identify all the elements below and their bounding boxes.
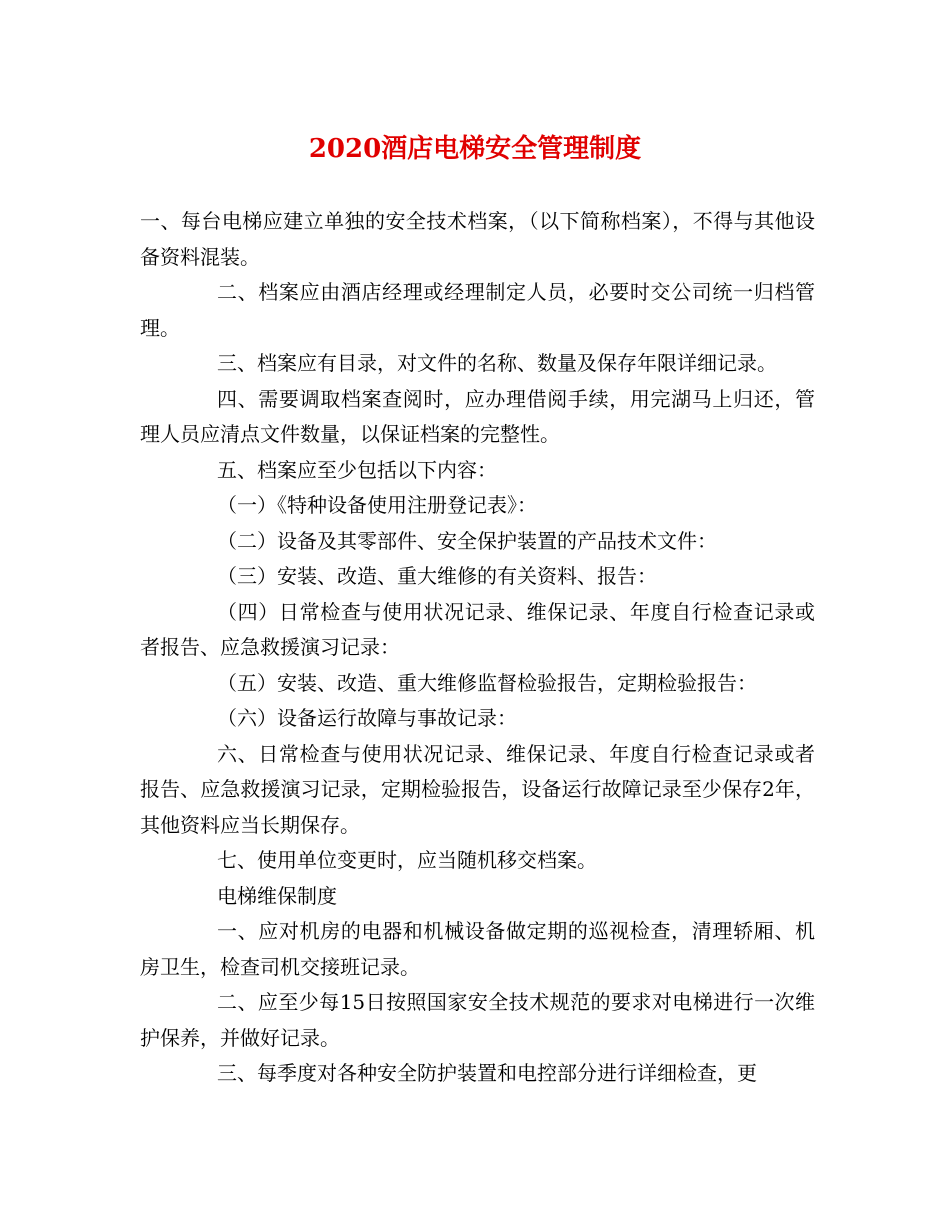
paragraph: 二、应至少每15日按照国家安全技术规范的要求对电梯进行一次维护保养，并做好记录。 <box>140 990 815 1050</box>
paragraph: （三）安装、改造、重大维修的有关资料、报告： <box>217 564 657 588</box>
paragraph: 五、档案应至少包括以下内容： <box>217 457 497 482</box>
paragraph: 二、档案应由酒店经理或经理制定人员，必要时交公司统一归档管理。 <box>140 280 815 340</box>
paragraph: （六）设备运行故障与事故记录： <box>217 706 517 730</box>
paragraph: 四、需要调取档案查阅时，应办理借阅手续，用完湖马上归还，管理人员应清点文件数量，以保证档案的完整性。 <box>140 386 815 446</box>
paragraph: 一、应对机房的电器和机械设备做定期的巡视检查，清理轿厢、机房卫生，检查司机交接班记录。 <box>140 919 815 979</box>
paragraph: 三、档案应有目录，对文件的名称、数量及保存年限详细记录。 <box>217 351 777 375</box>
paragraph: （四）日常检查与使用状况记录、维保记录、年度自行检查记录或者报告、应急救援演习记录： <box>140 599 815 659</box>
paragraph: 七、使用单位变更时，应当随机移交档案。 <box>217 848 597 872</box>
paragraph: 六、日常检查与使用状况记录、维保记录、年度自行检查记录或者报告、应急救援演习记录，定期检验报告，设备运行故障记录至少保存2年，其他资料应当长期保存。 <box>140 741 815 837</box>
document-body <box>140 204 815 1092</box>
paragraph: （一）《特种设备使用注册登记表》： <box>217 493 537 517</box>
paragraph: 电梯维保制度 <box>217 883 337 908</box>
paragraph: 一、每台电梯应建立单独的安全技术档案，（以下简称档案），不得与其他设备资料混装。 <box>140 209 815 269</box>
document-title: 2020酒店电梯安全管理制度 <box>308 134 642 164</box>
paragraph: （二）设备及其零部件、安全保护装置的产品技术文件： <box>217 528 717 553</box>
paragraph: （五）安装、改造、重大维修监督检验报告，定期检验报告： <box>217 670 757 695</box>
paragraph: 三、每季度对各种安全防护装置和电控部分进行详细检查，更 <box>217 1061 757 1085</box>
